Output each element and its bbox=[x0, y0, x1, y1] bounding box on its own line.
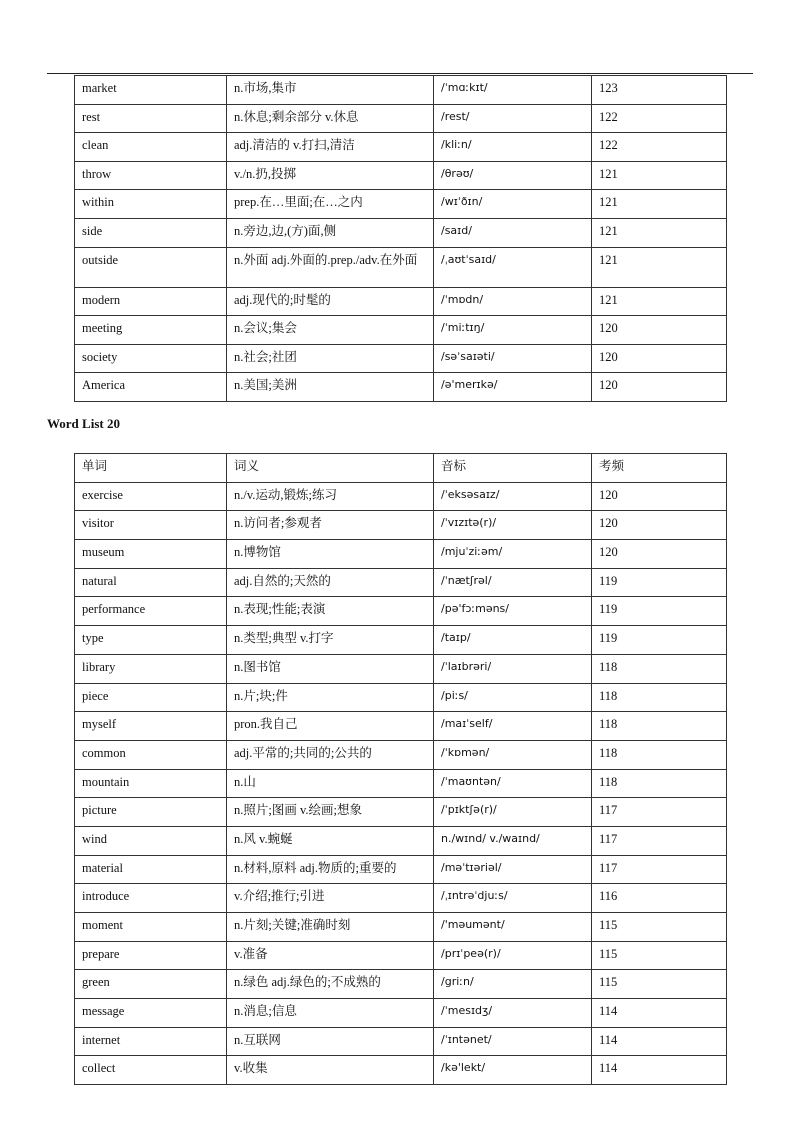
table-row bbox=[75, 769, 727, 798]
phonetic-cell: /saɪd/ bbox=[434, 218, 592, 247]
phonetic-cell: /ˈmɑːkɪt/ bbox=[434, 76, 592, 105]
frequency-cell: 115 bbox=[592, 970, 727, 999]
frequency-cell: 117 bbox=[592, 826, 727, 855]
header-meaning: 词义 bbox=[227, 454, 434, 483]
word-cell: introduce bbox=[75, 884, 227, 913]
frequency-cell: 120 bbox=[592, 344, 727, 373]
phonetic-cell: /rest/ bbox=[434, 104, 592, 133]
meaning-cell: n.风 v.蜿蜒 bbox=[227, 826, 434, 855]
phonetic-cell: /ˌaʊtˈsaɪd/ bbox=[434, 247, 592, 287]
frequency-cell: 115 bbox=[592, 941, 727, 970]
meaning-cell: n.博物馆 bbox=[227, 540, 434, 569]
meaning-cell: prep.在…里面;在…之内 bbox=[227, 190, 434, 219]
frequency-cell: 121 bbox=[592, 287, 727, 316]
table-row bbox=[75, 683, 727, 712]
table-row bbox=[75, 970, 727, 999]
meaning-cell: n.山 bbox=[227, 769, 434, 798]
phonetic-cell: /ˈlaɪbrəri/ bbox=[434, 654, 592, 683]
meaning-cell: n.互联网 bbox=[227, 1027, 434, 1056]
table-row bbox=[75, 76, 727, 105]
frequency-cell: 121 bbox=[592, 247, 727, 287]
word-cell: common bbox=[75, 740, 227, 769]
word-cell: throw bbox=[75, 161, 227, 190]
table-row bbox=[75, 373, 727, 402]
phonetic-cell: /ˈɪntənet/ bbox=[434, 1027, 592, 1056]
meaning-cell: adj.自然的;天然的 bbox=[227, 568, 434, 597]
table-header-row bbox=[75, 454, 727, 483]
table-row bbox=[75, 247, 727, 287]
word-cell: America bbox=[75, 373, 227, 402]
phonetic-cell: /ˈmɒdn/ bbox=[434, 287, 592, 316]
table-row bbox=[75, 1056, 727, 1085]
phonetic-cell: /kliːn/ bbox=[434, 133, 592, 162]
meaning-cell: n.片刻;关键;准确时刻 bbox=[227, 913, 434, 942]
header-frequency: 考频 bbox=[592, 454, 727, 483]
word-cell: prepare bbox=[75, 941, 227, 970]
table-row bbox=[75, 133, 727, 162]
frequency-cell: 117 bbox=[592, 855, 727, 884]
header-phonetic: 音标 bbox=[434, 454, 592, 483]
frequency-cell: 117 bbox=[592, 798, 727, 827]
word-cell: clean bbox=[75, 133, 227, 162]
meaning-cell: n.类型;典型 v.打字 bbox=[227, 626, 434, 655]
phonetic-cell: /'məumənt/ bbox=[434, 913, 592, 942]
word-cell: internet bbox=[75, 1027, 227, 1056]
phonetic-cell: /taɪp/ bbox=[434, 626, 592, 655]
word-cell: green bbox=[75, 970, 227, 999]
phonetic-cell: n./wɪnd/ v./waɪnd/ bbox=[434, 826, 592, 855]
phonetic-cell: /prɪˈpeə(r)/ bbox=[434, 941, 592, 970]
meaning-cell: v.介绍;推行;引进 bbox=[227, 884, 434, 913]
frequency-cell: 119 bbox=[592, 568, 727, 597]
meaning-cell: n.外面 adj.外面的.prep./adv.在外面 bbox=[227, 247, 434, 287]
meaning-cell: n.照片;图画 v.绘画;想象 bbox=[227, 798, 434, 827]
table-row bbox=[75, 316, 727, 345]
table-row bbox=[75, 941, 727, 970]
frequency-cell: 119 bbox=[592, 597, 727, 626]
meaning-cell: n.市场,集市 bbox=[227, 76, 434, 105]
word-cell: society bbox=[75, 344, 227, 373]
frequency-cell: 121 bbox=[592, 190, 727, 219]
meaning-cell: adj.平常的;共同的;公共的 bbox=[227, 740, 434, 769]
frequency-cell: 121 bbox=[592, 218, 727, 247]
meaning-cell: v.准备 bbox=[227, 941, 434, 970]
word-cell: piece bbox=[75, 683, 227, 712]
meaning-cell: adj.现代的;时髦的 bbox=[227, 287, 434, 316]
frequency-cell: 118 bbox=[592, 740, 727, 769]
meaning-cell: n.休息;剩余部分 v.休息 bbox=[227, 104, 434, 133]
frequency-cell: 122 bbox=[592, 133, 727, 162]
frequency-cell: 118 bbox=[592, 654, 727, 683]
table-row bbox=[75, 287, 727, 316]
word-cell: library bbox=[75, 654, 227, 683]
phonetic-cell: /ˈnætʃrəl/ bbox=[434, 568, 592, 597]
phonetic-cell: /kə'lekt/ bbox=[434, 1056, 592, 1085]
table-row bbox=[75, 855, 727, 884]
meaning-cell: n.表现;性能;表演 bbox=[227, 597, 434, 626]
phonetic-cell: /ˈmaʊntən/ bbox=[434, 769, 592, 798]
table-row bbox=[75, 740, 727, 769]
word-cell: performance bbox=[75, 597, 227, 626]
frequency-cell: 118 bbox=[592, 712, 727, 741]
word-cell: market bbox=[75, 76, 227, 105]
table-row bbox=[75, 344, 727, 373]
frequency-cell: 114 bbox=[592, 1056, 727, 1085]
frequency-cell: 119 bbox=[592, 626, 727, 655]
table-row bbox=[75, 913, 727, 942]
phonetic-cell: /θrəʊ/ bbox=[434, 161, 592, 190]
meaning-cell: n.片;块;件 bbox=[227, 683, 434, 712]
phonetic-cell: /pə'fɔːməns/ bbox=[434, 597, 592, 626]
header-rule bbox=[47, 73, 753, 74]
phonetic-cell: /ə'merɪkə/ bbox=[434, 373, 592, 402]
frequency-cell: 123 bbox=[592, 76, 727, 105]
phonetic-cell: /ˈkɒmən/ bbox=[434, 740, 592, 769]
frequency-cell: 114 bbox=[592, 999, 727, 1028]
phonetic-cell: /wɪˈðɪn/ bbox=[434, 190, 592, 219]
frequency-cell: 120 bbox=[592, 511, 727, 540]
meaning-cell: n.访问者;参观者 bbox=[227, 511, 434, 540]
word-cell: myself bbox=[75, 712, 227, 741]
word-cell: modern bbox=[75, 287, 227, 316]
table-row bbox=[75, 540, 727, 569]
meaning-cell: v.收集 bbox=[227, 1056, 434, 1085]
table-row bbox=[75, 104, 727, 133]
table-row bbox=[75, 190, 727, 219]
word-cell: meeting bbox=[75, 316, 227, 345]
word-cell: material bbox=[75, 855, 227, 884]
table-row bbox=[75, 798, 727, 827]
meaning-cell: n.美国;美洲 bbox=[227, 373, 434, 402]
word-cell: collect bbox=[75, 1056, 227, 1085]
table-row bbox=[75, 626, 727, 655]
frequency-cell: 118 bbox=[592, 683, 727, 712]
word-cell: rest bbox=[75, 104, 227, 133]
word-cell: visitor bbox=[75, 511, 227, 540]
word-cell: exercise bbox=[75, 482, 227, 511]
meaning-cell: n./v.运动,锻炼;练习 bbox=[227, 482, 434, 511]
frequency-cell: 120 bbox=[592, 373, 727, 402]
word-cell: message bbox=[75, 999, 227, 1028]
word-table-continued bbox=[74, 75, 727, 402]
table-row bbox=[75, 218, 727, 247]
meaning-cell: v./n.扔,投掷 bbox=[227, 161, 434, 190]
section-title: Word List 20 bbox=[47, 416, 120, 431]
meaning-cell: n.会议;集会 bbox=[227, 316, 434, 345]
table-row bbox=[75, 568, 727, 597]
frequency-cell: 116 bbox=[592, 884, 727, 913]
header-word: 单词 bbox=[75, 454, 227, 483]
frequency-cell: 121 bbox=[592, 161, 727, 190]
phonetic-cell: /maɪˈself/ bbox=[434, 712, 592, 741]
phonetic-cell: /ˌɪntrəˈdjuːs/ bbox=[434, 884, 592, 913]
phonetic-cell: /griːn/ bbox=[434, 970, 592, 999]
table-row bbox=[75, 1027, 727, 1056]
phonetic-cell: /piːs/ bbox=[434, 683, 592, 712]
table-row bbox=[75, 826, 727, 855]
table-row bbox=[75, 597, 727, 626]
phonetic-cell: /ˈmesɪdʒ/ bbox=[434, 999, 592, 1028]
meaning-cell: pron.我自己 bbox=[227, 712, 434, 741]
table-row bbox=[75, 161, 727, 190]
word-cell: natural bbox=[75, 568, 227, 597]
word-cell: mountain bbox=[75, 769, 227, 798]
frequency-cell: 114 bbox=[592, 1027, 727, 1056]
word-cell: moment bbox=[75, 913, 227, 942]
meaning-cell: n.图书馆 bbox=[227, 654, 434, 683]
word-cell: outside bbox=[75, 247, 227, 287]
table-row bbox=[75, 654, 727, 683]
frequency-cell: 118 bbox=[592, 769, 727, 798]
phonetic-cell: /səˈsaɪəti/ bbox=[434, 344, 592, 373]
meaning-cell: n.社会;社团 bbox=[227, 344, 434, 373]
word-cell: side bbox=[75, 218, 227, 247]
meaning-cell: adj.清洁的 v.打扫,清洁 bbox=[227, 133, 434, 162]
meaning-cell: n.材料,原料 adj.物质的;重要的 bbox=[227, 855, 434, 884]
frequency-cell: 115 bbox=[592, 913, 727, 942]
word-cell: museum bbox=[75, 540, 227, 569]
meaning-cell: n.旁边,边,(方)面,侧 bbox=[227, 218, 434, 247]
word-cell: wind bbox=[75, 826, 227, 855]
frequency-cell: 120 bbox=[592, 482, 727, 511]
phonetic-cell: /məˈtɪəriəl/ bbox=[434, 855, 592, 884]
table-row bbox=[75, 482, 727, 511]
meaning-cell: n.消息;信息 bbox=[227, 999, 434, 1028]
frequency-cell: 122 bbox=[592, 104, 727, 133]
table-row bbox=[75, 884, 727, 913]
word-cell: picture bbox=[75, 798, 227, 827]
word-cell: within bbox=[75, 190, 227, 219]
table-row bbox=[75, 999, 727, 1028]
word-cell: type bbox=[75, 626, 227, 655]
phonetic-cell: /ˈvɪzɪtə(r)/ bbox=[434, 511, 592, 540]
phonetic-cell: /ˈpɪktʃə(r)/ bbox=[434, 798, 592, 827]
phonetic-cell: /ˈeksəsaɪz/ bbox=[434, 482, 592, 511]
phonetic-cell: /mjuˈziːəm/ bbox=[434, 540, 592, 569]
table-row bbox=[75, 511, 727, 540]
frequency-cell: 120 bbox=[592, 316, 727, 345]
meaning-cell: n.绿色 adj.绿色的;不成熟的 bbox=[227, 970, 434, 999]
table-row bbox=[75, 712, 727, 741]
frequency-cell: 120 bbox=[592, 540, 727, 569]
word-list-20-table bbox=[74, 453, 727, 1085]
phonetic-cell: /ˈmiːtɪŋ/ bbox=[434, 316, 592, 345]
